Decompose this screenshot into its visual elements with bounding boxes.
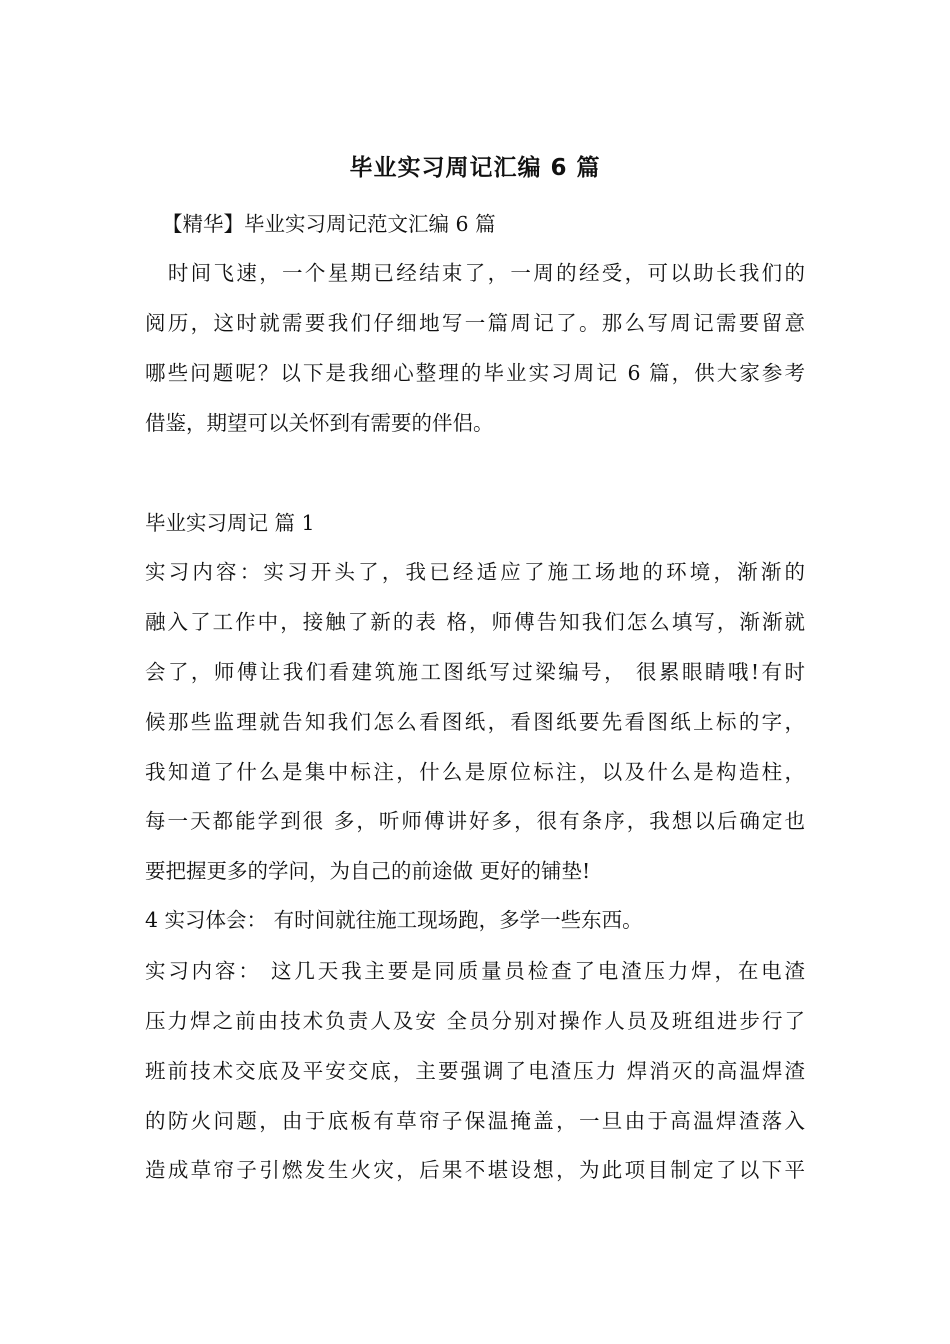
body-line: 融入了工作中，接触了新的表 格，师傅告知我们怎么填写，渐渐就 [145,610,805,634]
body-line: 实习内容： 这几天我主要是同质量员检查了电渣压力焊，在电渣 [145,959,805,983]
intro-line: 哪些问题呢？以下是我细心整理的毕业实习周记 6 篇，供大家参考 [145,361,805,385]
body-line: 4 实习体会： 有时间就往施工现场跑，多学一些东西。 [145,908,643,932]
body-line: 我知道了什么是集中标注，什么是原位标注，以及什么是构造柱， [145,760,805,784]
document-title: 毕业实习周记汇编 6 篇 [349,155,601,181]
body-line: 候那些监理就告知我们怎么看图纸，看图纸要先看图纸上标的字， [145,710,805,734]
body-line: 每一天都能学到很 多，听师傅讲好多，很有条序，我想以后确定也 [145,809,805,833]
body-line: 造成草帘子引燃发生火灾，后果不堪设想，为此项目制定了以下平 [145,1158,805,1182]
intro-line: 借鉴，期望可以关怀到有需要的伴侣。 [145,411,494,435]
body-line: 压力焊之前由技术负责人及安 全员分别对操作人员及班组进步行了 [145,1009,805,1033]
body-line: 要把握更多的学问，为自己的前途做 更好的铺垫! [145,859,591,883]
intro-line: 时间飞速，一个星期已经结束了，一周的经受，可以助长我们的 [145,261,805,285]
document-subtitle: 【精华】毕业实习周记范文汇编 6 篇 [162,212,496,236]
body-line: 的防火问题，由于底板有草帘子保温掩盖，一旦由于高温焊渣落入 [145,1109,805,1133]
body-line: 会了，师傅让我们看建筑施工图纸写过梁编号， 很累眼睛哦!有时 [145,660,805,684]
intro-line: 阅历，这时就需要我们仔细地写一篇周记了。那么写周记需要留意 [145,311,805,335]
section-heading: 毕业实习周记 篇 1 [145,511,315,535]
body-line: 班前技术交底及平安交底，主要强调了电渣压力 焊消灭的高温焊渣 [145,1059,805,1083]
body-line: 实习内容：实习开头了，我已经适应了施工场地的环境，渐渐的 [145,560,805,584]
